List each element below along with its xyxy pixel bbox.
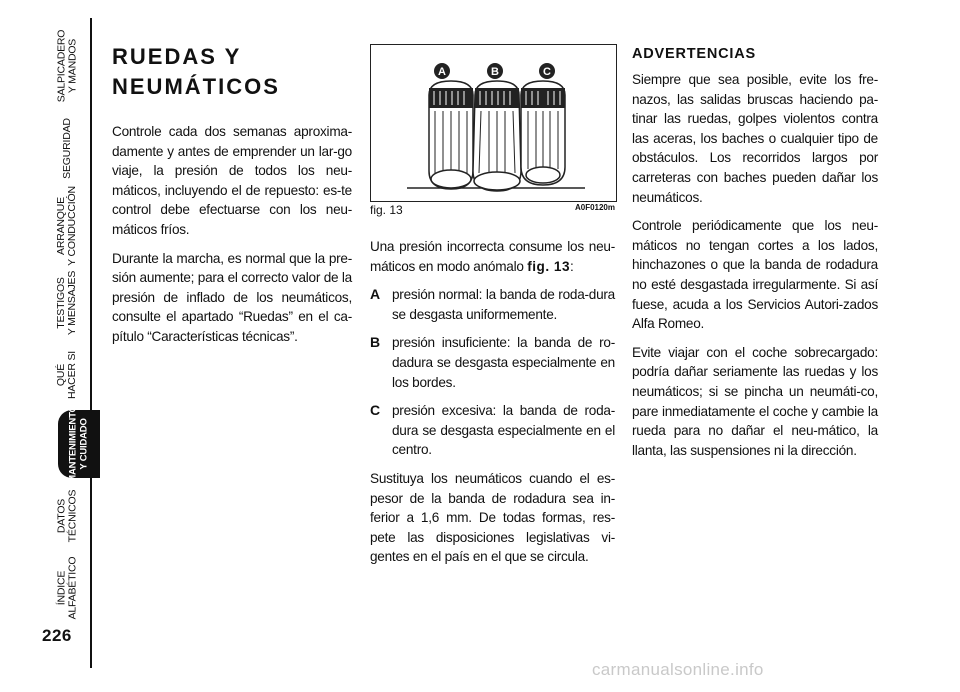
tab-mantenimiento[interactable] [58,405,100,483]
figure-caption-label: fig. 13 [370,203,403,217]
item-text: presión normal: la banda de roda-dura se desgasta uniformemente. [392,287,615,322]
tab-label: ÍNDICE ALFABÉTICO [55,556,78,620]
marker-b [487,63,503,79]
tab-salpicadero[interactable] [44,22,90,110]
warnings-heading: ADVERTENCIAS [632,46,756,62]
paragraph: Sustituya los neumáticos cuando el es-pesor de la banda de rodadura sea in-ferior a 1,6 mm. De todas formas, res-pete las disposiciones legislativas vi-gentes en el país en el que se circula. [370,470,615,565]
column-intro [112,122,352,356]
tab-indice[interactable] [44,554,90,622]
item-letter: A [370,286,381,303]
paragraph: Siempre que sea posible, evite los fre-nazos, las salidas bruscas haciendo pa-tinar las ruedas, golpes violentos contra las aceras, los baches o cualquier tipo de obstáculos. Los recorridos largos por carreteras con baches pueden dañar los neumáticos. [632,72,878,205]
tire-c-overinflated [521,81,565,185]
item-letter: C [370,402,381,419]
item-text: presión insuficiente: la banda de ro-dadura se desgasta especialmente en los bordes. [392,335,615,390]
tab-label: MANTENIMIENTO Y CUIDADO [68,405,91,483]
tab-arranque[interactable] [44,186,90,266]
column-wear [370,237,615,576]
tab-label: TESTIGOS Y MENSAJES [55,270,79,336]
column-warnings [632,44,878,469]
item-text: presión excesiva: la banda de roda-dura se desgasta especialmente en el centro. [392,403,615,458]
marker-c-label: C [543,66,551,78]
sidebar-chapter-tabs [0,0,100,692]
intro-text: Una presión incorrecta consume los neu-máticos en modo anómalo [370,239,615,274]
figure-reference: fig. 13 [527,258,570,274]
tab-label: SALPICADERO Y MANDOS [55,29,78,103]
list-item [370,401,615,460]
marker-a [434,63,450,79]
paragraph: Controle cada dos semanas aproxima-damente y antes de emprender un lar-go viaje, la presión de todos los neu-máticos, incluyendo el de repuesto: es-te control debe efectuarse con los neu-máticos fríos. [112,124,352,237]
marker-c [539,63,555,79]
tab-seguridad[interactable] [44,110,90,186]
paragraph: Evite viajar con el coche sobrecargado: podría dañar seriamente las ruedas y los neumáticos; si se pincha un neumáti-co, pare inmediatamente el coche y cambie la rueda para no dañar el neu-mático, la llanta, las suspensiones ni la dirección. [632,344,878,458]
figure-code: A0F0120m [574,203,615,212]
item-letter: B [370,334,381,351]
tab-label: ARRANQUE Y CONDUCCIÓN [55,186,79,266]
tab-datos[interactable] [44,478,90,554]
section-title: RUEDAS Y NEUMÁTICOS [112,44,280,99]
tab-label: DATOS TÉCNICOS [55,489,78,543]
tire-wear-figure [370,44,617,202]
intro-end: : [570,258,574,274]
tire-illustration [371,45,616,201]
tire-b-underinflated [473,81,521,191]
tab-label: SEGURIDAD [60,117,73,179]
tab-label: QUÉ HACER SI [55,351,78,399]
intro-paragraph [370,237,615,276]
sidebar-divider-bottom [90,478,92,668]
page-number: 226 [42,626,72,645]
tab-testigos[interactable] [44,266,90,340]
marker-a-label: A [438,66,446,78]
paragraph: Controle periódicamente que los neu-máticos no tengan cortes a los lados, hinchazones o que la banda de rodadura no esté desgastada irregularmente. Si así fuese, acuda a los Servicios Autori-zados Alfa Romeo. [632,218,878,332]
paragraph: Durante la marcha, es normal que la pre-sión aumente; para el correcto valor de la presión de inflado de los neumáticos, consulte el apartado “Ruedas” en el ca-pítulo “Características técnicas”. [112,250,352,344]
list-item [370,333,615,392]
tire-a-normal [429,81,473,189]
figure-caption [370,203,615,217]
tab-que-hacer[interactable] [44,340,90,410]
sidebar-divider-top [90,18,92,410]
watermark: carmanualsonline.info [592,660,764,679]
list-item [370,285,615,324]
marker-b-label: B [491,66,499,78]
